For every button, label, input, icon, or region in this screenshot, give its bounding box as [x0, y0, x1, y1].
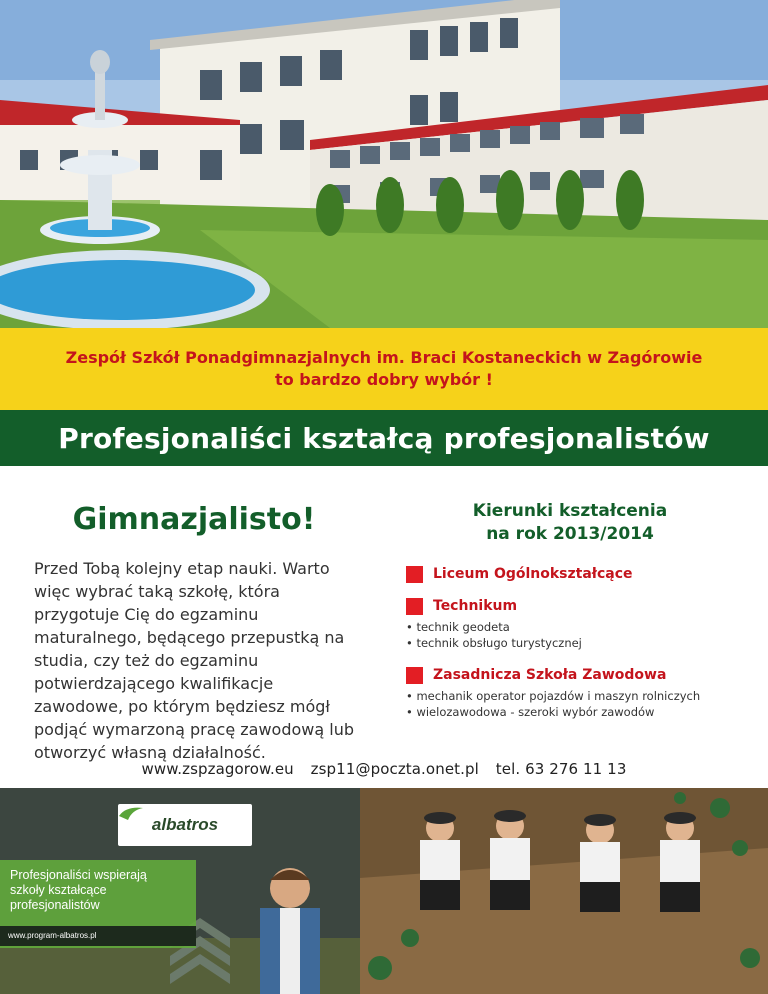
programs-heading-line2: na rok 2013/2014 — [486, 524, 654, 544]
program-title: Liceum Ogólnokształcące — [433, 566, 633, 582]
slogan: Profesjonaliści kształcą profesjonalistów — [58, 421, 710, 455]
slogan-band — [0, 410, 768, 466]
programs-heading — [394, 500, 746, 546]
program-technikum — [406, 596, 746, 651]
school-name: Zespół Szkół Ponadgimnazjalnych im. Braci Kostaneckich w Zagórowie — [65, 348, 703, 367]
program-liceum — [406, 564, 746, 584]
programs-column — [406, 500, 746, 720]
program-list — [406, 619, 746, 651]
school-tagline: to bardzo dobry wybór ! — [275, 370, 493, 389]
program-zasadnicza — [406, 665, 746, 720]
school-building-illustration — [0, 0, 768, 328]
headline-band — [0, 328, 768, 410]
list-item: • mechanik operator pojazdów i maszyn rolniczych — [406, 688, 746, 704]
red-square-icon — [406, 667, 423, 684]
hero-photo — [0, 0, 768, 328]
email-link[interactable]: zsp11@poczta.onet.pl — [310, 760, 479, 778]
list-item: • wielozawodowa - szeroki wybór zawodów — [406, 704, 746, 720]
program-title: Technikum — [433, 598, 518, 614]
albatros-logo — [118, 804, 252, 846]
albatros-bird-icon — [118, 804, 144, 822]
intro-text: Przed Tobą kolejny etap nauki. Warto więc wybrać taką szkołę, która przygotuje Cię do egzaminu maturalnego, będącego przepustką na studia, czy też do egzaminu potwierdzającego kwalifikacje zawodowe, po którym będziesz mógł podjąć wymarzoną pracę zawodową lub otworzyć własną działalność. — [34, 559, 354, 762]
intro-column — [34, 502, 354, 764]
panel-line: szkoły kształcące — [10, 883, 107, 897]
albatros-banner — [0, 788, 768, 994]
panel-line: profesjonalistów — [10, 898, 100, 912]
red-square-icon — [406, 598, 423, 615]
program-list — [406, 688, 746, 720]
program-title: Zasadnicza Szkoła Zawodowa — [433, 667, 667, 683]
list-item: • technik geodeta — [406, 619, 746, 635]
program-url[interactable]: www.program-albatros.pl — [0, 926, 196, 946]
logo-text: albatros — [151, 815, 219, 834]
contact-line — [0, 760, 768, 778]
list-item: • technik obsługo turystycznej — [406, 635, 746, 651]
website-link[interactable]: www.zspzagorow.eu — [141, 760, 294, 778]
red-square-icon — [406, 566, 423, 583]
phone-number: tel. 63 276 11 13 — [495, 760, 627, 778]
intro-heading: Gimnazjalisto! — [72, 502, 316, 537]
panel-line: Profesjonaliści wspierają — [10, 868, 147, 882]
programs-heading-line1: Kierunki kształcenia — [472, 501, 668, 521]
